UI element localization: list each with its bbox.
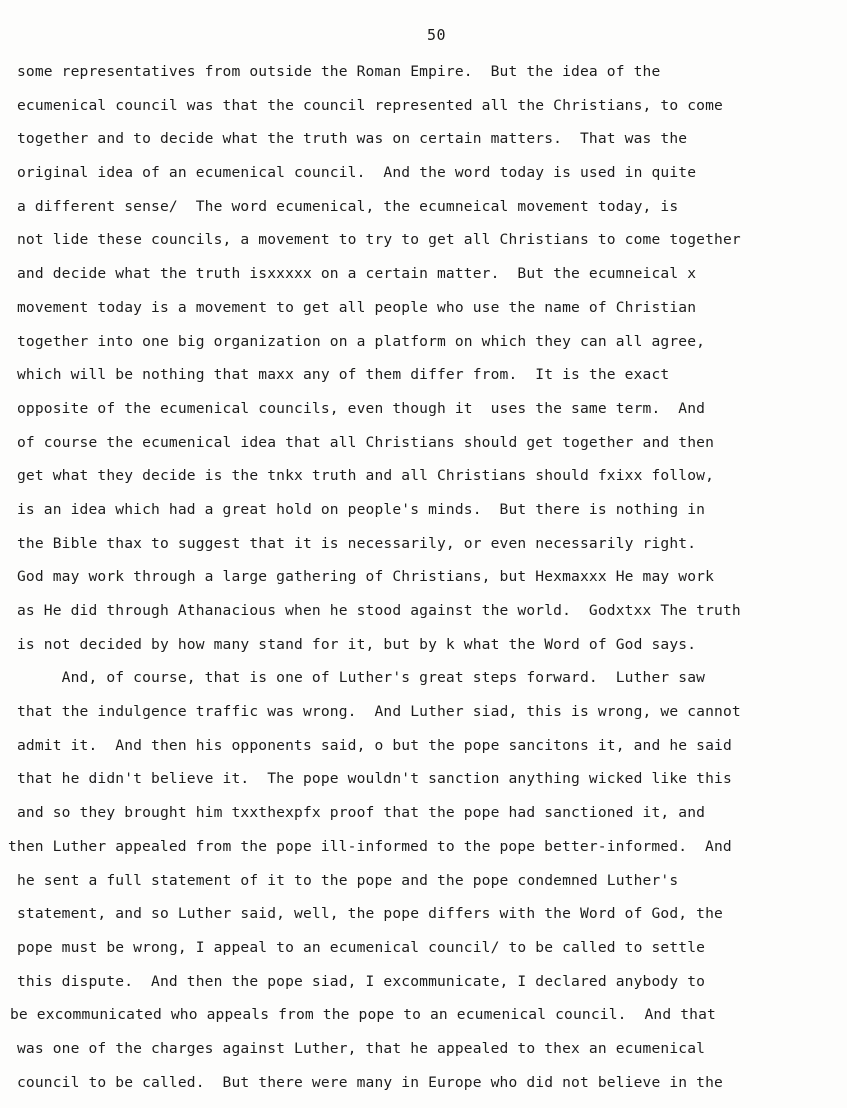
text-line: ecumenical council was that the council represented all the Christians, to come — [17, 96, 723, 114]
text-line: some representatives from outside the Roman Empire. But the idea of the — [17, 63, 661, 80]
text-line: a different sense/ The word ecumenical, the ecumneical movement today, is — [17, 197, 679, 215]
text-line: statement, and so Luther said, well, the pope differs with the Word of God, the — [17, 905, 723, 923]
text-line: movement today is a movement to get all people who use the name of Christian — [17, 298, 697, 316]
text-line: then Luther appealed from the pope ill-informed to the pope better-informed. And — [8, 837, 732, 855]
text-line: admit it. And then his opponents said, o but the pope sancitons it, and he said — [17, 736, 732, 754]
text-line: that the indulgence traffic was wrong. And Luther siad, this is wrong, we cannot — [17, 703, 741, 721]
text-line: be excommunicated who appeals from the pope to an ecumenical council. And that — [10, 1006, 716, 1024]
text-line: and decide what the truth isxxxxx on a certain matter. But the ecumneical x — [17, 265, 697, 283]
text-line: God may work through a large gathering of Christians, but Hexmaxxx He may work — [17, 568, 715, 586]
text-line: get what they decide is the tnkx truth and all Christians should fxixx follow, — [17, 467, 715, 485]
text-line: pope must be wrong, I appeal to an ecumenical council/ to be called to settle — [17, 938, 706, 956]
page-number: 50 — [426, 26, 447, 44]
text-line: as He did through Athanacious when he stood against the world. Godxtxx The truth — [17, 602, 741, 619]
text-line: of course the ecumenical idea that all Christians should get together and then — [17, 433, 715, 451]
text-line: was one of the charges against Luther, that he appealed to thex an ecumenical — [17, 1039, 706, 1057]
text-line: not lide these councils, a movement to try to get all Christians to come together — [17, 231, 741, 249]
text-line: which will be nothing that maxx any of them differ from. It is the exact — [17, 366, 670, 384]
text-line: council to be called. But there were many in Europe who did not believe in the — [17, 1073, 723, 1091]
text-line: and so they brought him txxthexpfx proof that the pope had sanctioned it, and — [17, 804, 706, 822]
text-line: the Bible thax to suggest that it is necessarily, or even necessarily right. — [17, 534, 697, 552]
text-line: together into one big organization on a platform on which they can all agree, — [17, 332, 706, 350]
text-line: this dispute. And then the pope siad, I excommunicate, I declared anybody to — [17, 972, 706, 990]
text-line: he sent a full statement of it to the pope and the pope condemned Luther's — [17, 871, 679, 889]
text-line: that he didn't believe it. The pope wouldn't sanction anything wicked like this — [17, 770, 732, 788]
text-line: is an idea which had a great hold on people's minds. But there is nothing in — [17, 500, 706, 518]
body-text — [0, 60, 847, 1104]
text-line: original idea of an ecumenical council. And the word today is used in quite — [17, 164, 697, 182]
text-line: together and to decide what the truth was on certain matters. That was the — [17, 130, 688, 148]
text-line: is not decided by how many stand for it, but by k what the Word of God says. — [17, 635, 697, 653]
text-line: And, of course, that is one of Luther's great steps forward. Luther saw — [17, 669, 706, 687]
text-line: opposite of the ecumenical councils, even though it uses the same term. And — [17, 399, 706, 417]
